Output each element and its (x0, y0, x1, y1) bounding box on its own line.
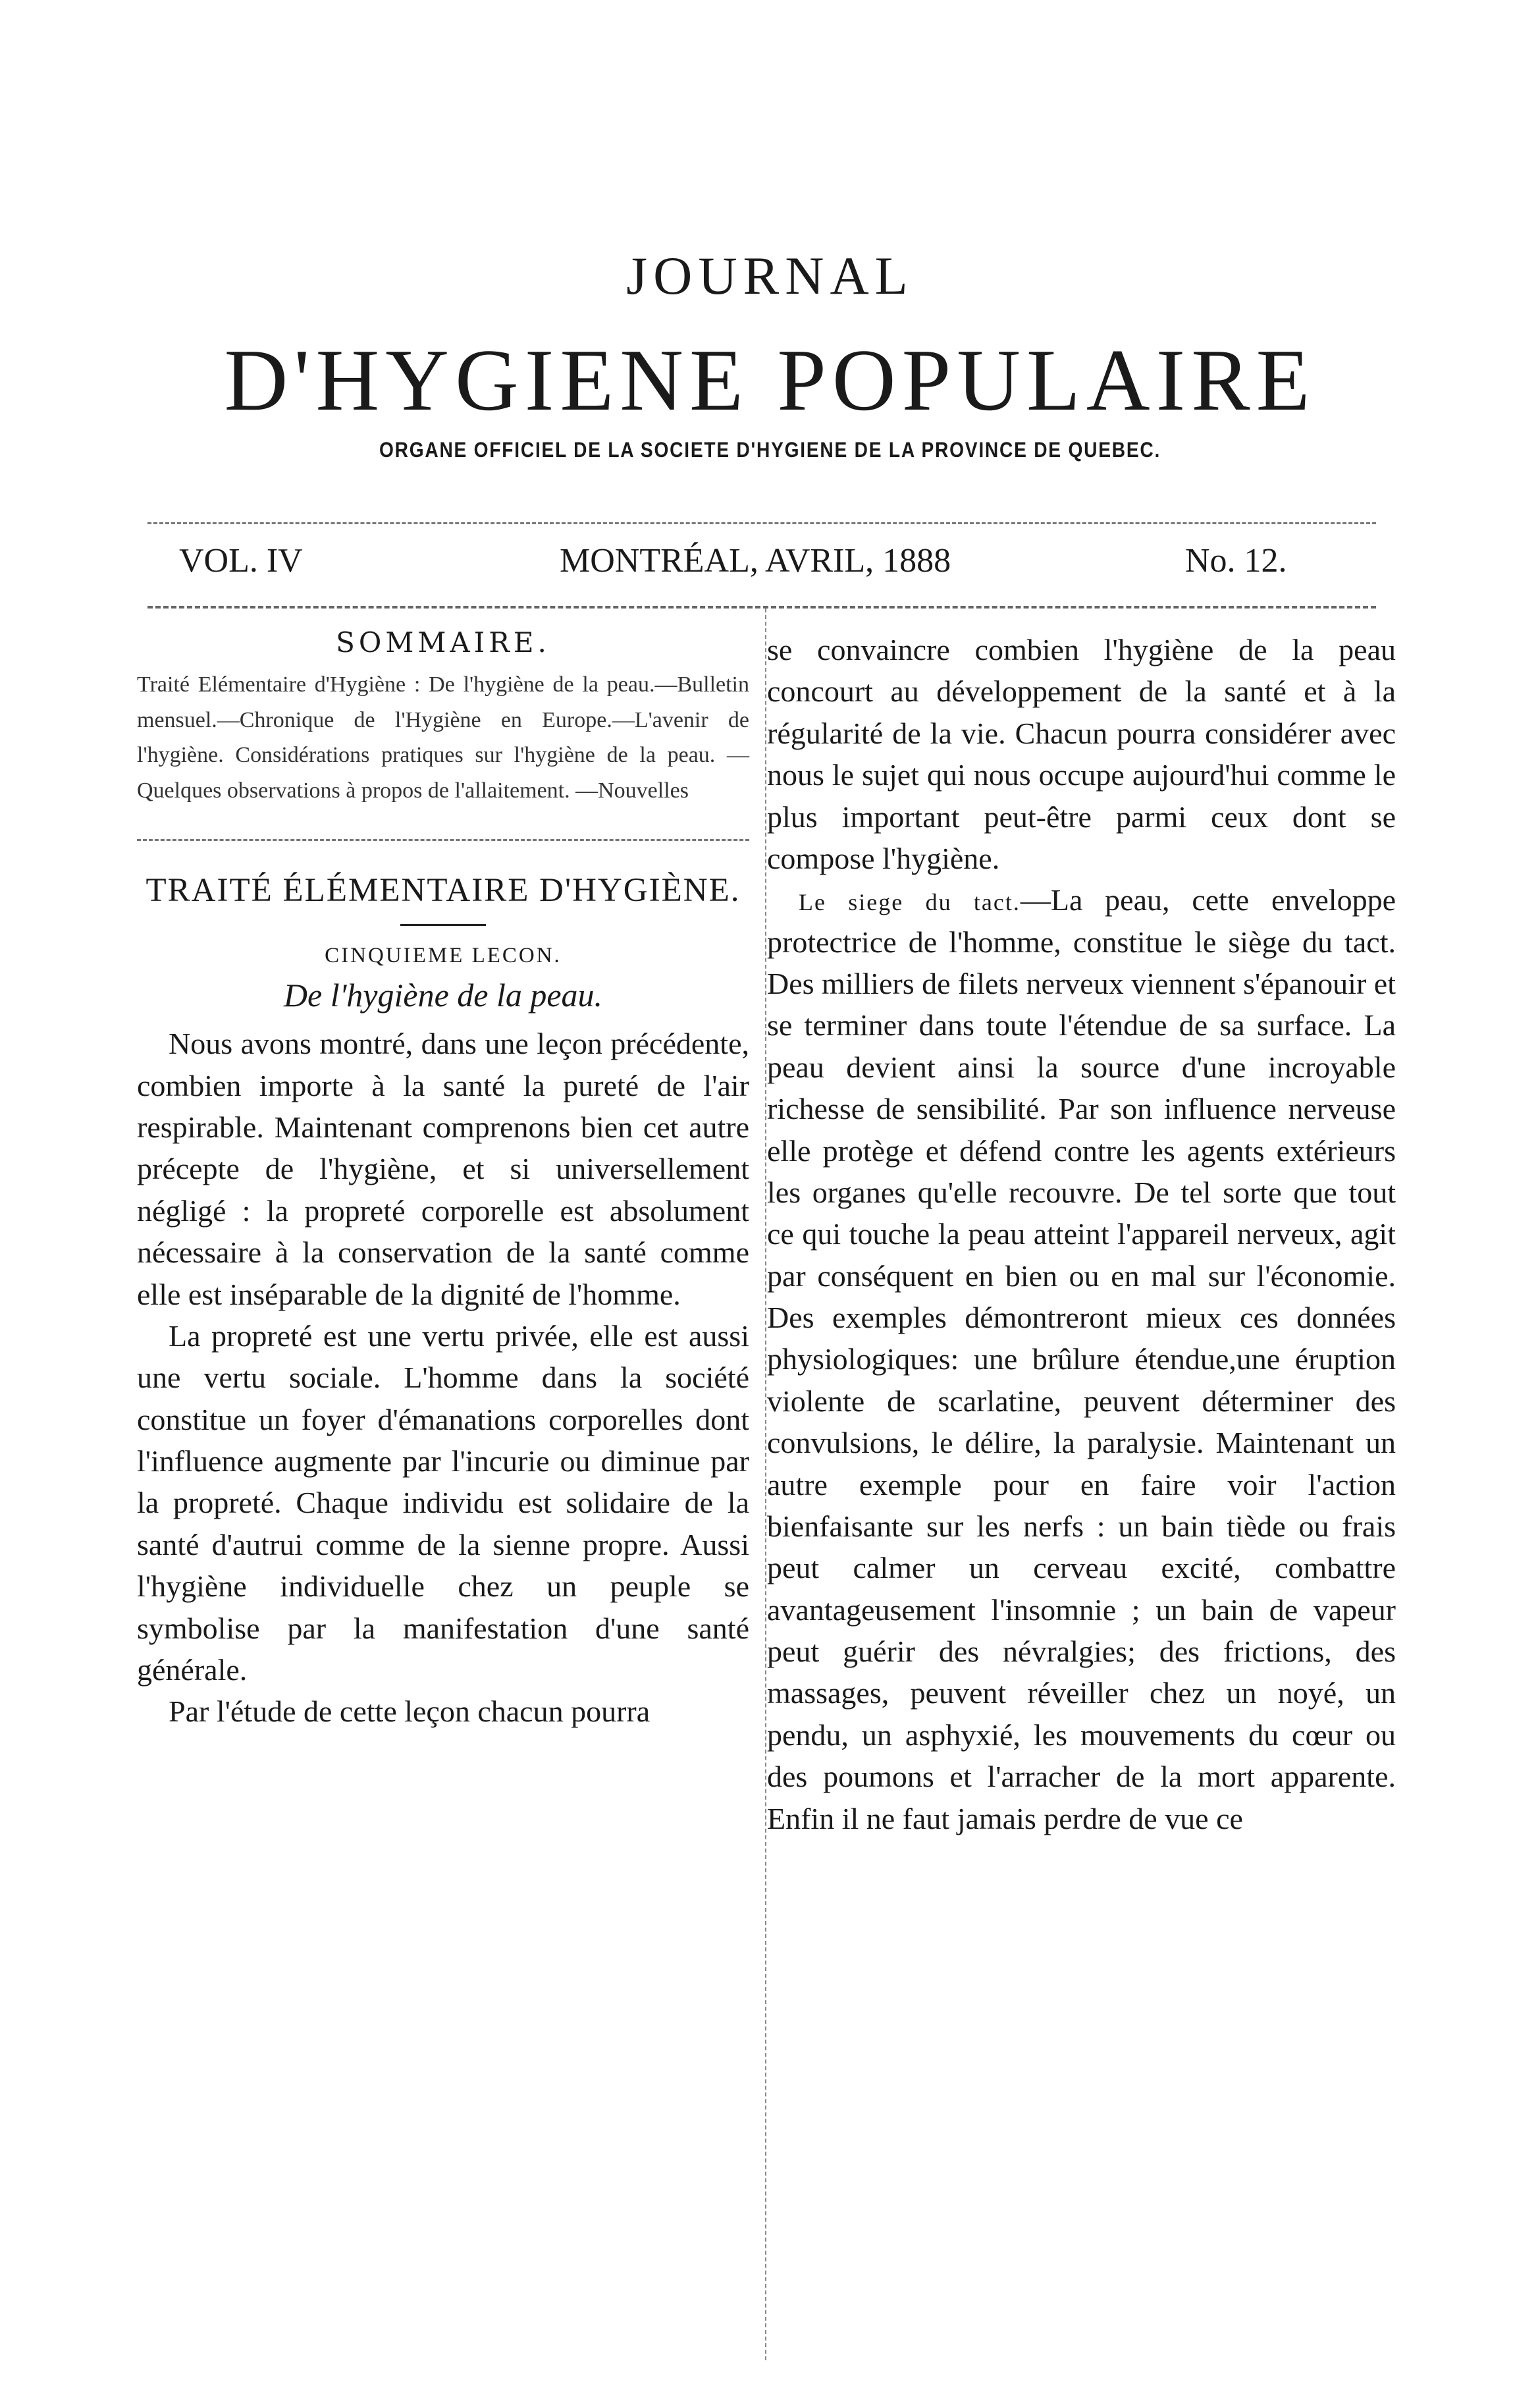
article-paragraph: Nous avons montré, dans une leçon précédente, combien importe à la santé la pureté de l'air respirable. Maintenant comprenons bien cet autre précepte de l'hygiène, et si universellement négligé : la propreté corporelle est absolument nécessaire à la conservation de la santé comme elle est inséparable de la dignité de l'homme. (137, 1027, 749, 1311)
journal-label: JOURNAL (626, 246, 914, 306)
article-paragraph (767, 879, 1396, 1839)
lesson-label: CINQUIEME LECON. (325, 944, 562, 968)
issue-number: No. 12. (1185, 542, 1287, 580)
section-text: —La peau, cette enveloppe protectrice de l'homme, constitue le siège du tact. Des milliers de filets nerveux viennent s'épanouir et se terminer dans toute l'étendue de sa surface. La peau devient ainsi la source d'une incroyable richesse de sensibilité. Par son influence nerveuse elle protège et défend contre les agents extérieurs les organes qu'elle recouvre. De tel sorte que tout ce qui touche la peau atteint l'appareil nerveux, agit par conséquent en bien ou en mal sur l'économie. Des exemples démontreront mieux ces données physiologiques: une brûlure étendue,une éruption violente de scarlatine, peuvent déterminer des convulsions, le délire, la paralysie. Maintenant un autre exemple pour en faire voir l'action bienfaisante sur les nerfs : un bain tiède ou frais peut calmer un cerveau excité, combattre avantageusement l'insomnie ; un bain de vapeur peut guérir des névralgies; des frictions, des massages, peuvent réveiller chez un noyé, un pendu, un asphyxié, les mouvements du cœur ou des poumons et l'arracher de la mort apparente. Enfin il ne faut jamais perdre de vue ce (767, 883, 1396, 1835)
section-lead: Le siege du tact. (799, 889, 1021, 916)
right-column (767, 629, 1396, 1839)
article-paragraph: Par l'étude de cette leçon chacun pourra (169, 1694, 651, 1729)
article-title: TRAITÉ ÉLÉMENTAIRE D'HYGIÈNE. (146, 871, 741, 909)
header-bottom-rule (147, 606, 1376, 609)
article-paragraph: se convaincre combien l'hygiène de la peau concourt au développement de la santé et à la régularité de la vie. Chacun pourra considérer avec nous le sujet qui nous occupe aujourd'hui comme le plus important peut-être parmi ceux dont se compose l'hygiène. (767, 633, 1396, 875)
header-top-rule (147, 522, 1376, 524)
journal-subtitle: ORGANE OFFICIEL DE LA SOCIETE D'HYGIENE DE LA PROVINCE DE QUEBEC. (379, 438, 1161, 462)
column-divider (765, 609, 766, 2360)
journal-title: D'HYGIENE POPULAIRE (224, 331, 1316, 429)
left-column (137, 626, 749, 1733)
article-paragraph: La propreté est une vertu privée, elle est aussi une vertu sociale. L'homme dans la société constitue un foyer d'émanations corporelles dont l'influence augmente par l'incurie ou diminue par la propreté. Chaque individu est solidaire de la santé d'autrui comme de la sienne propre. Aussi l'hygiène individuelle chez un peuple se symbolise par la manifestation d'une santé générale. (137, 1318, 749, 1687)
sommaire-contents: Traité Elémentaire d'Hygiène : De l'hygiène de la peau.—Bulletin mensuel.—Chronique de l'Hygiène en Europe.—L'avenir de l'hygiène. Considérations pratiques sur l'hygiène de la peau. — Quelques observations à propos de l'allaitement. —Nouvelles (137, 672, 749, 803)
dateline: MONTRÉAL, AVRIL, 1888 (560, 542, 951, 580)
section-divider (137, 839, 749, 841)
sommaire-heading: SOMMAIRE. (336, 626, 550, 659)
title-rule (400, 924, 486, 926)
volume-number: VOL. IV (179, 542, 303, 580)
lesson-subtitle: De l'hygiène de la peau. (283, 977, 603, 1014)
